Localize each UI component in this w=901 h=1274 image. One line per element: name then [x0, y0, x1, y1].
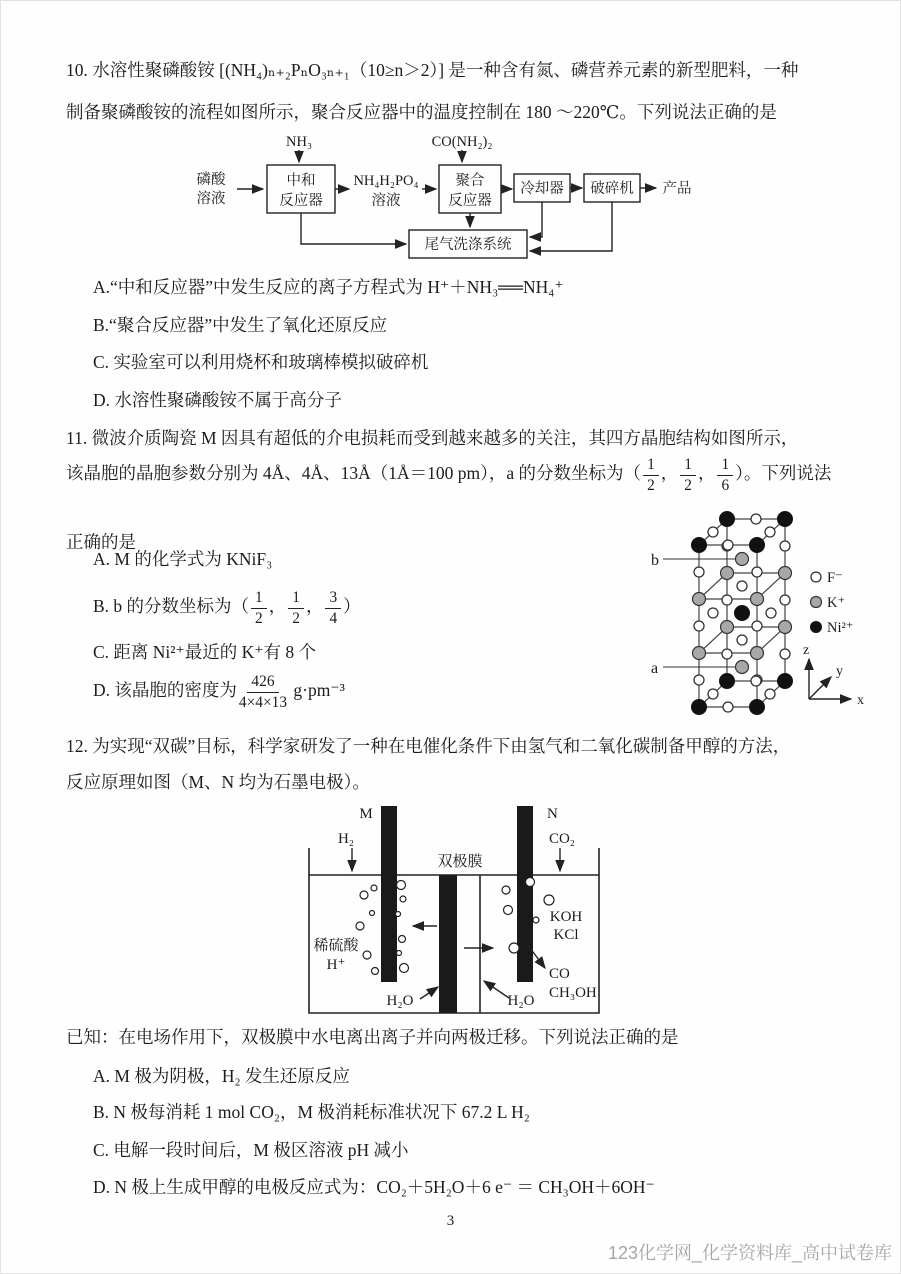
- q10-stem-line1: 10. 水溶性聚磷酸铵 [(NH₄)ₙ₊₂PₙO₃ₙ₊₁（10≥n＞2）] 是一种含有氮、磷营养元素的新型肥料，一种: [66, 60, 799, 80]
- legend-f-icon: [811, 572, 821, 582]
- legend-k-label: K⁺: [827, 595, 846, 611]
- flow-label-box4: 破碎机: [590, 181, 634, 197]
- crystal-legend: [810, 570, 854, 636]
- flow-label-feed2: 溶液: [196, 191, 226, 207]
- cell-electrode-n: [517, 806, 533, 982]
- cell-label-acid: 稀硫酸: [313, 938, 359, 954]
- q11-option-d-text: D. 该晶胞的密度为: [93, 680, 237, 701]
- fraction: $\frac{1}{2}$: [251, 589, 267, 627]
- comma: ，: [660, 463, 679, 484]
- flow-label-box2a: 聚合: [455, 173, 485, 189]
- cell-label-hplus: H⁺: [326, 957, 346, 973]
- q11-crystal-diagram: [639, 489, 889, 731]
- cell-label-m: M: [359, 806, 373, 822]
- flow-label-nh3: NH₃: [286, 134, 312, 150]
- cell-label-koh: KOH: [549, 909, 583, 925]
- flow-label-box5: 尾气洗涤系统: [424, 237, 512, 253]
- flow-label-product: 产品: [662, 181, 692, 197]
- q11-stem-line2-text: 该晶胞的晶胞参数分别为 4Å、4Å、13Å（1Å＝100 pm），a 的分数坐标为（: [66, 463, 642, 484]
- legend-f-label: F⁻: [827, 570, 843, 586]
- flow-label-box2b: 反应器: [448, 193, 492, 209]
- cell-label-kcl: KCl: [553, 927, 579, 943]
- cell-label-ch3oh: CH₃OH: [549, 985, 597, 1001]
- fraction: $\frac{1}{2}$: [643, 456, 659, 494]
- flow-label-mid2: 溶液: [371, 193, 401, 209]
- q10-flow-diagram: [179, 132, 719, 264]
- q12-stem-line1: 12. 为实现“双碳”目标，科学家研发了一种在电催化条件下由氢气和二氧化碳制备甲醇的方法，: [66, 736, 791, 756]
- comma: ，: [305, 596, 324, 617]
- cell-water-right-arrow: [484, 981, 509, 998]
- cell-label-water-right: H₂O: [507, 993, 535, 1009]
- q12-option-a: A. M 极为阴极，H₂ 发生还原反应: [93, 1066, 350, 1086]
- cell-label-n: N: [547, 806, 558, 822]
- fraction: $\frac{3}{4}$: [325, 589, 341, 627]
- flow-label-box1a: 中和: [286, 173, 316, 189]
- q11-stem-line2-tail: ）。下列说法: [735, 463, 832, 484]
- fraction: $\frac{1}{6}$: [717, 456, 733, 494]
- flow-conn-neutralizer-tailgas: [301, 213, 406, 244]
- q11-option-d-tail: g·pm⁻³: [289, 680, 345, 701]
- q11-option-b-text: B. b 的分数坐标为（: [93, 596, 250, 617]
- q11-option-b-tail: ）: [343, 596, 361, 617]
- q12-option-b: B. N 极每消耗 1 mol CO₂，M 极消耗标准状况下 67.2 L H₂: [93, 1102, 530, 1122]
- legend-ni-icon: [810, 621, 822, 633]
- legend-ni-label: Ni²⁺: [827, 620, 854, 636]
- cell-label-water-left: H₂O: [386, 993, 414, 1009]
- cell-label-h2: H₂: [337, 831, 355, 847]
- q10-option-c: C. 实验室可以利用烧杯和玻璃棒模拟破碎机: [93, 352, 429, 372]
- q11-stem-line1: 11. 微波介质陶瓷 M 因具有超低的介电损耗而受到越来越多的关注，其四方晶胞结构如图所示，: [66, 428, 799, 448]
- cell-water-left-arrow: [420, 987, 438, 999]
- q12-known: 已知：在电场作用下，双极膜中水电离出离子并向两极迁移。下列说法正确的是: [66, 1027, 679, 1047]
- comma: ，: [268, 596, 287, 617]
- flow-label-box1b: 反应器: [279, 193, 323, 209]
- fraction: $\frac{426}{4\times 4\times 13}$: [238, 673, 288, 711]
- q10-stem-line2: 制备聚磷酸铵的流程如图所示，聚合反应器中的温度控制在 180 ～220℃。下列说法正确的是: [66, 102, 777, 122]
- flow-label-feed1: 磷酸: [196, 172, 226, 188]
- fraction: $\frac{1}{2}$: [680, 456, 696, 494]
- crystal-label-a: a: [651, 660, 659, 677]
- crystal-ni-atoms: [692, 512, 793, 715]
- q12-stem-line2: 反应原理如图（M、N 均为石墨电极）。: [66, 772, 370, 792]
- comma: ，: [697, 463, 716, 484]
- watermark: 123化学网_化学资料库_高中试卷库: [607, 1243, 892, 1263]
- flow-label-box3: 冷却器: [520, 181, 564, 197]
- q11-option-a: A. M 的化学式为 KNiF₃: [93, 549, 273, 569]
- cell-electrode-m: [381, 806, 397, 982]
- q12-option-d: D. N 极上生成甲醇的电极反应式为：CO₂＋5H₂O＋6 e⁻ ＝ CH₃OH＋6OH⁻: [93, 1177, 655, 1197]
- q10-option-d: D. 水溶性聚磷酸铵不属于高分子: [93, 390, 342, 410]
- axis-x-label: x: [857, 693, 864, 708]
- q10-option-a: A.“中和反应器”中发生反应的离子方程式为 H⁺＋NH₃══NH₄⁺: [93, 277, 564, 297]
- q12-cell-diagram: [284, 798, 619, 1030]
- q11-stem-line3: 正确的是: [66, 532, 136, 552]
- axis-y-label: y: [836, 664, 843, 679]
- fraction: $\frac{1}{2}$: [288, 589, 304, 627]
- cell-label-co2: CO₂: [548, 831, 576, 847]
- flow-conn-cooler-tailgas: [530, 202, 542, 237]
- flow-label-urea: CO(NH₂)₂: [431, 134, 493, 150]
- flow-label-mid1: NH₄H₂PO₄: [353, 173, 419, 189]
- crystal-label-b: b: [651, 552, 659, 569]
- cell-bipolar-membrane-bar: [439, 875, 457, 1013]
- q11-option-c: C. 距离 Ni²⁺最近的 K⁺有 8 个: [93, 642, 317, 662]
- cell-label-membrane: 双极膜: [437, 854, 483, 870]
- crystal-axes: [809, 659, 851, 699]
- q12-option-c: C. 电解一段时间后，M 极区溶液 pH 减小: [93, 1140, 409, 1160]
- q10-option-b: B.“聚合反应器”中发生了氧化还原反应: [93, 315, 388, 335]
- cell-label-co: CO: [549, 966, 570, 982]
- legend-k-icon: [811, 597, 822, 608]
- page-number: 3: [446, 1213, 455, 1229]
- axis-z-label: z: [803, 643, 810, 658]
